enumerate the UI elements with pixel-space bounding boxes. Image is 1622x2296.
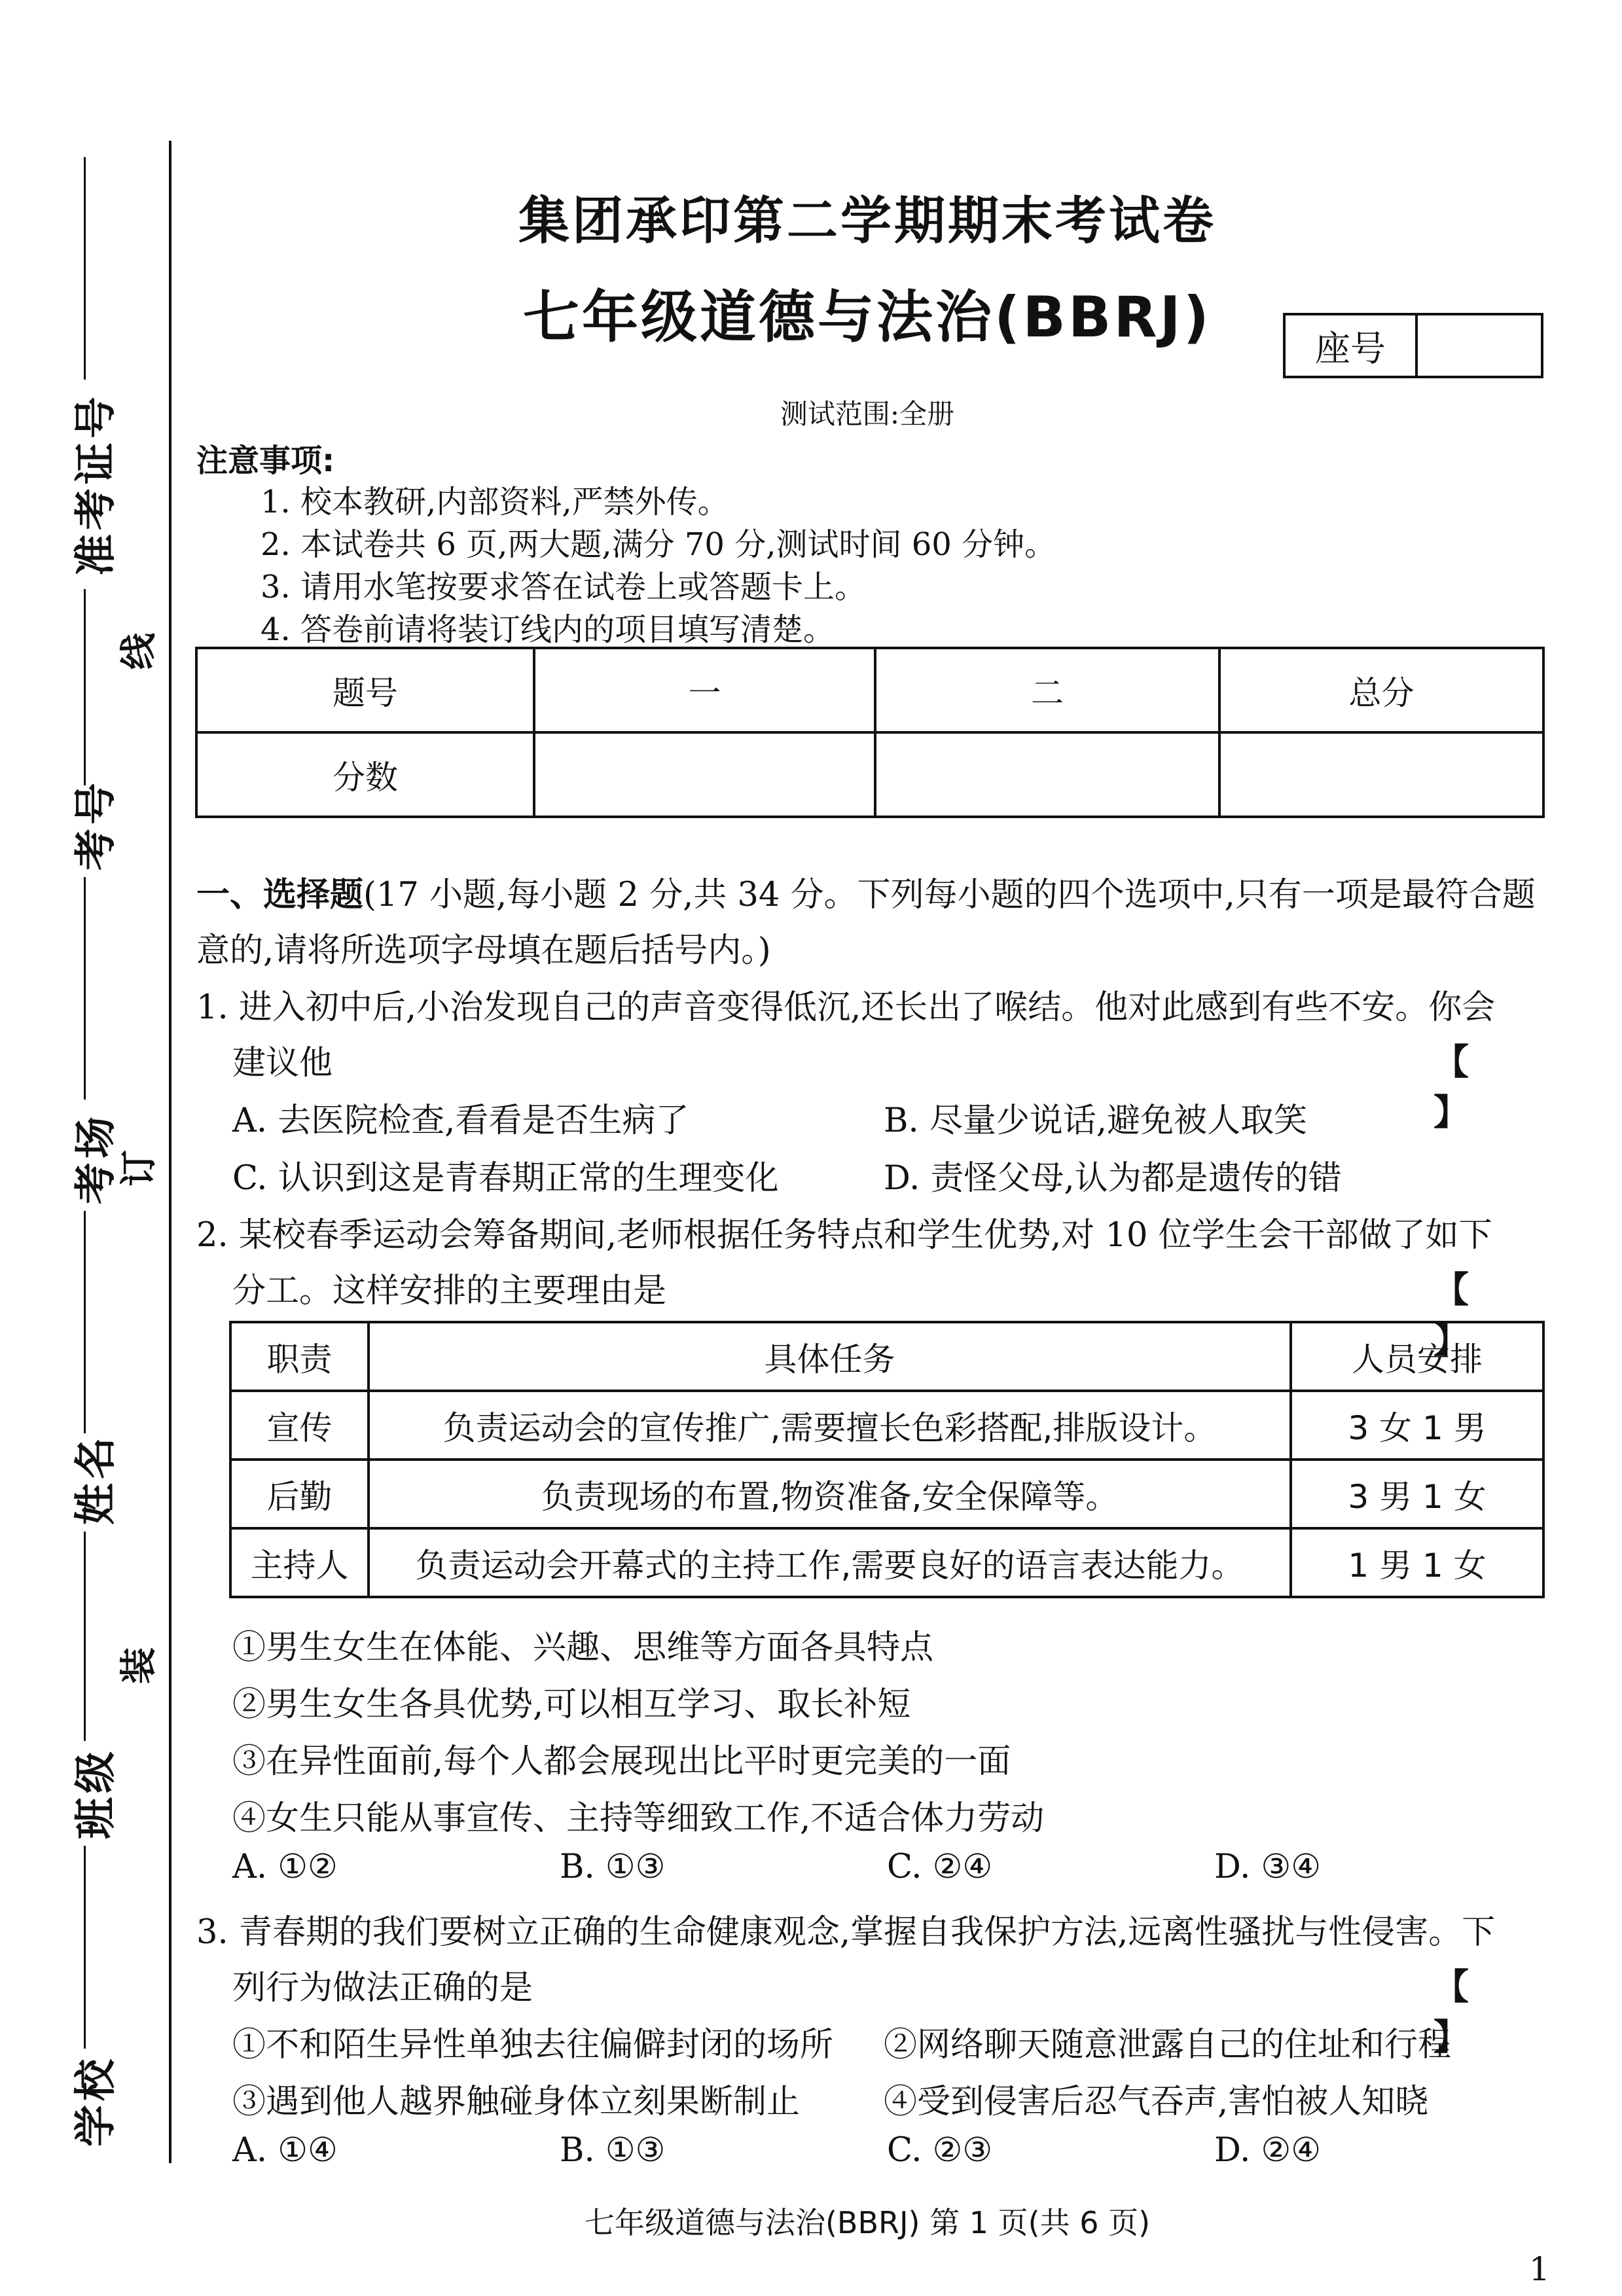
section1-heading: 一、选择题 <box>196 876 364 914</box>
duty-cell: 宣传 <box>230 1391 369 1460</box>
label-exam-id: 准考证号 <box>72 393 120 576</box>
label-school: 学校 <box>72 2055 120 2147</box>
duty-cell: 负责运动会开幕式的主持工作,需要良好的语言表达能力。 <box>369 1528 1291 1597</box>
room-fill-line <box>84 877 86 1100</box>
label-exam-room: 考场 <box>72 1113 120 1204</box>
notice-heading: 注意事项: <box>196 442 335 479</box>
binding-mark-line: 线 <box>118 633 160 670</box>
q2-statement-2: ②男生女生各具优势,可以相互学习、取长补短 <box>232 1685 911 1724</box>
notice-item: 2. 本试卷共 6 页,两大题,满分 70 分,测试时间 60 分钟。 <box>261 526 1056 563</box>
score-header-cell: 总分 <box>1219 648 1543 732</box>
examno-fill-line <box>84 589 86 785</box>
q3-option-c: C. ②③ <box>887 2131 993 2170</box>
score-input-cell[interactable] <box>534 732 875 817</box>
q3-answer-bracket[interactable]: 【 】 <box>1433 1966 1547 2058</box>
label-name: 姓名 <box>72 1433 120 1525</box>
binding-mark-staple: 订 <box>118 1150 160 1187</box>
seat-number-field[interactable] <box>1418 315 1541 376</box>
q3-stem-cont: 列行为做法正确的是 <box>232 1969 533 2007</box>
duty-header-cell: 人员安排 <box>1291 1322 1543 1391</box>
duty-cell: 1 男 1 女 <box>1291 1528 1543 1597</box>
q1-stem: 1. 进入初中后,小治发现自己的声音变得低沉,还长出了喉结。他对此感到有些不安。你会 <box>196 988 1496 1027</box>
q2-statement-4: ④女生只能从事宣传、主持等细致工作,不适合体力劳动 <box>232 1799 1045 1838</box>
duty-cell: 负责运动会的宣传推广,需要擅长色彩搭配,排版设计。 <box>369 1391 1291 1460</box>
duty-cell: 3 女 1 男 <box>1291 1391 1543 1460</box>
duty-cell: 后勤 <box>230 1460 369 1528</box>
q2-option-a: A. ①② <box>232 1848 338 1886</box>
q2-stem: 2. 某校春季运动会筹备期间,老师根据任务特点和学生优势,对 10 位学生会干部做了如下 <box>196 1216 1492 1255</box>
school-fill-line <box>84 1846 86 2049</box>
duty-cell: 3 男 1 女 <box>1291 1460 1543 1528</box>
binding-mark-bind: 装 <box>118 1647 160 1684</box>
q2-answer-bracket[interactable]: 【 】 <box>1433 1269 1547 1361</box>
exam-title: 集团承印第二学期期末考试卷 <box>518 192 1216 251</box>
q3-option-a: A. ①④ <box>232 2131 338 2170</box>
section1-desc-cont: 意的,请将所选项字母填在题后括号内。) <box>196 931 771 970</box>
seat-number-box <box>1283 313 1543 378</box>
test-scope: 测试范围:全册 <box>780 398 955 430</box>
q2-statement-1: ①男生女生在体能、兴趣、思维等方面各具特点 <box>232 1628 934 1667</box>
q2-option-d: D. ③④ <box>1214 1848 1321 1886</box>
q3-statement-3: ③遇到他人越界触碰身体立刻果断制止 <box>232 2083 801 2121</box>
label-exam-no: 考号 <box>72 779 120 870</box>
notice-item: 1. 校本教研,内部资料,严禁外传。 <box>261 484 729 520</box>
exam-subject: 七年级道德与法治(BBRJ) <box>523 285 1212 350</box>
q2-option-c: C. ②④ <box>887 1848 993 1886</box>
q3-statement-2: ②网络聊天随意泄露自己的住址和行程 <box>884 2026 1452 2064</box>
q3-statement-1: ①不和陌生异性单独去往偏僻封闭的场所 <box>232 2026 834 2064</box>
q1-option-b: B. 尽量少说话,避免被人取笑 <box>884 1102 1308 1140</box>
duty-header-cell: 具体任务 <box>369 1322 1291 1391</box>
score-header-cell: 二 <box>875 648 1219 732</box>
notice-item: 4. 答卷前请将装订线内的项目填写清楚。 <box>261 611 835 648</box>
q3-option-d: D. ②④ <box>1214 2131 1321 2170</box>
class-fill-line <box>84 1532 86 1741</box>
duty-cell: 主持人 <box>230 1528 369 1597</box>
page-number: 1 <box>1529 2250 1550 2288</box>
q1-stem-cont: 建议他 <box>232 1044 333 1083</box>
q1-option-d: D. 责怪父母,认为都是遗传的错 <box>884 1159 1342 1198</box>
binding-line <box>169 141 171 2163</box>
q2-statement-3: ③在异性面前,每个人都会展现出比平时更完美的一面 <box>232 1742 1011 1781</box>
q3-option-b: B. ①③ <box>560 2131 666 2170</box>
name-fill-line <box>84 1211 86 1433</box>
q1-option-c: C. 认识到这是青春期正常的生理变化 <box>232 1159 779 1198</box>
q1-answer-bracket[interactable]: 【 】 <box>1433 1041 1547 1133</box>
score-row-label: 分数 <box>196 732 534 817</box>
score-input-cell[interactable] <box>1219 732 1543 817</box>
section1-instructions <box>196 867 1536 916</box>
duty-header-cell: 职责 <box>230 1322 369 1391</box>
score-header-cell: 一 <box>534 648 875 732</box>
q2-stem-cont: 分工。这样安排的主要理由是 <box>232 1272 667 1310</box>
score-input-cell[interactable] <box>875 732 1219 817</box>
section1-desc: (17 小题,每小题 2 分,共 34 分。下列每小题的四个选项中,只有一项是最符合题 <box>363 876 1536 914</box>
notice-item: 3. 请用水笔按要求答在试卷上或答题卡上。 <box>261 569 867 605</box>
q2-duty-table <box>229 1321 1545 1598</box>
score-header-cell: 题号 <box>196 648 534 732</box>
q1-option-a: A. 去医院检查,看看是否生病了 <box>232 1102 689 1140</box>
score-table <box>195 647 1545 818</box>
page-footer: 七年级道德与法治(BBRJ) 第 1 页(共 6 页) <box>584 2205 1151 2240</box>
q3-stem: 3. 青春期的我们要树立正确的生命健康观念,掌握自我保护方法,远离性骚扰与性侵害。下 <box>196 1913 1496 1952</box>
q3-statement-4: ④受到侵害后忍气吞声,害怕被人知晓 <box>884 2083 1429 2121</box>
q2-option-b: B. ①③ <box>560 1848 666 1886</box>
label-class: 班级 <box>72 1748 120 1839</box>
duty-cell: 负责现场的布置,物资准备,安全保障等。 <box>369 1460 1291 1528</box>
seat-label: 座号 <box>1286 315 1418 376</box>
